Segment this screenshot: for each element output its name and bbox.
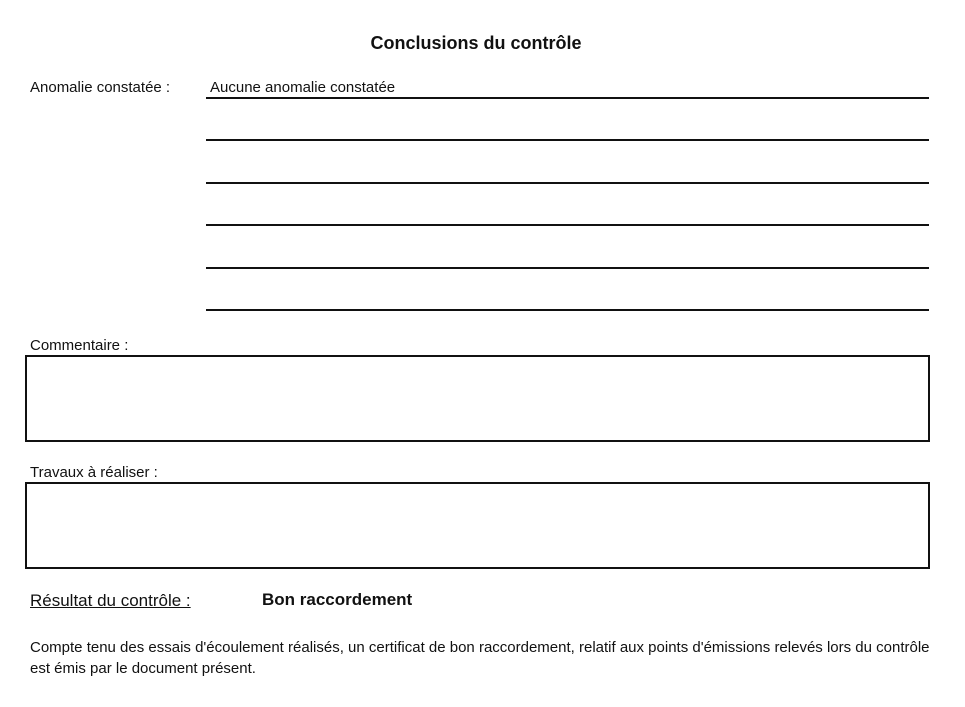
anomaly-line	[206, 182, 929, 184]
page-title: Conclusions du contrôle	[370, 33, 582, 53]
anomaly-label: Anomalie constatée :	[30, 79, 171, 96]
comment-box	[25, 355, 930, 442]
anomaly-line	[206, 224, 929, 226]
result-label: Résultat du contrôle :	[30, 591, 191, 610]
anomaly-value: Aucune anomalie constatée	[210, 79, 396, 96]
anomaly-line	[206, 139, 929, 141]
result-value: Bon raccordement	[262, 590, 413, 609]
anomaly-line	[206, 267, 929, 269]
closing-note: Compte tenu des essais d'écoulement réalisés, un certificat de bon raccordement, relatif aux points d'émissions relevés lors du contrôle est émis par le document présent.	[30, 639, 930, 677]
works-box	[25, 482, 930, 569]
works-label: Travaux à réaliser :	[30, 464, 158, 481]
anomaly-line	[206, 309, 929, 311]
anomaly-line	[206, 97, 929, 99]
comment-label: Commentaire :	[30, 337, 129, 354]
